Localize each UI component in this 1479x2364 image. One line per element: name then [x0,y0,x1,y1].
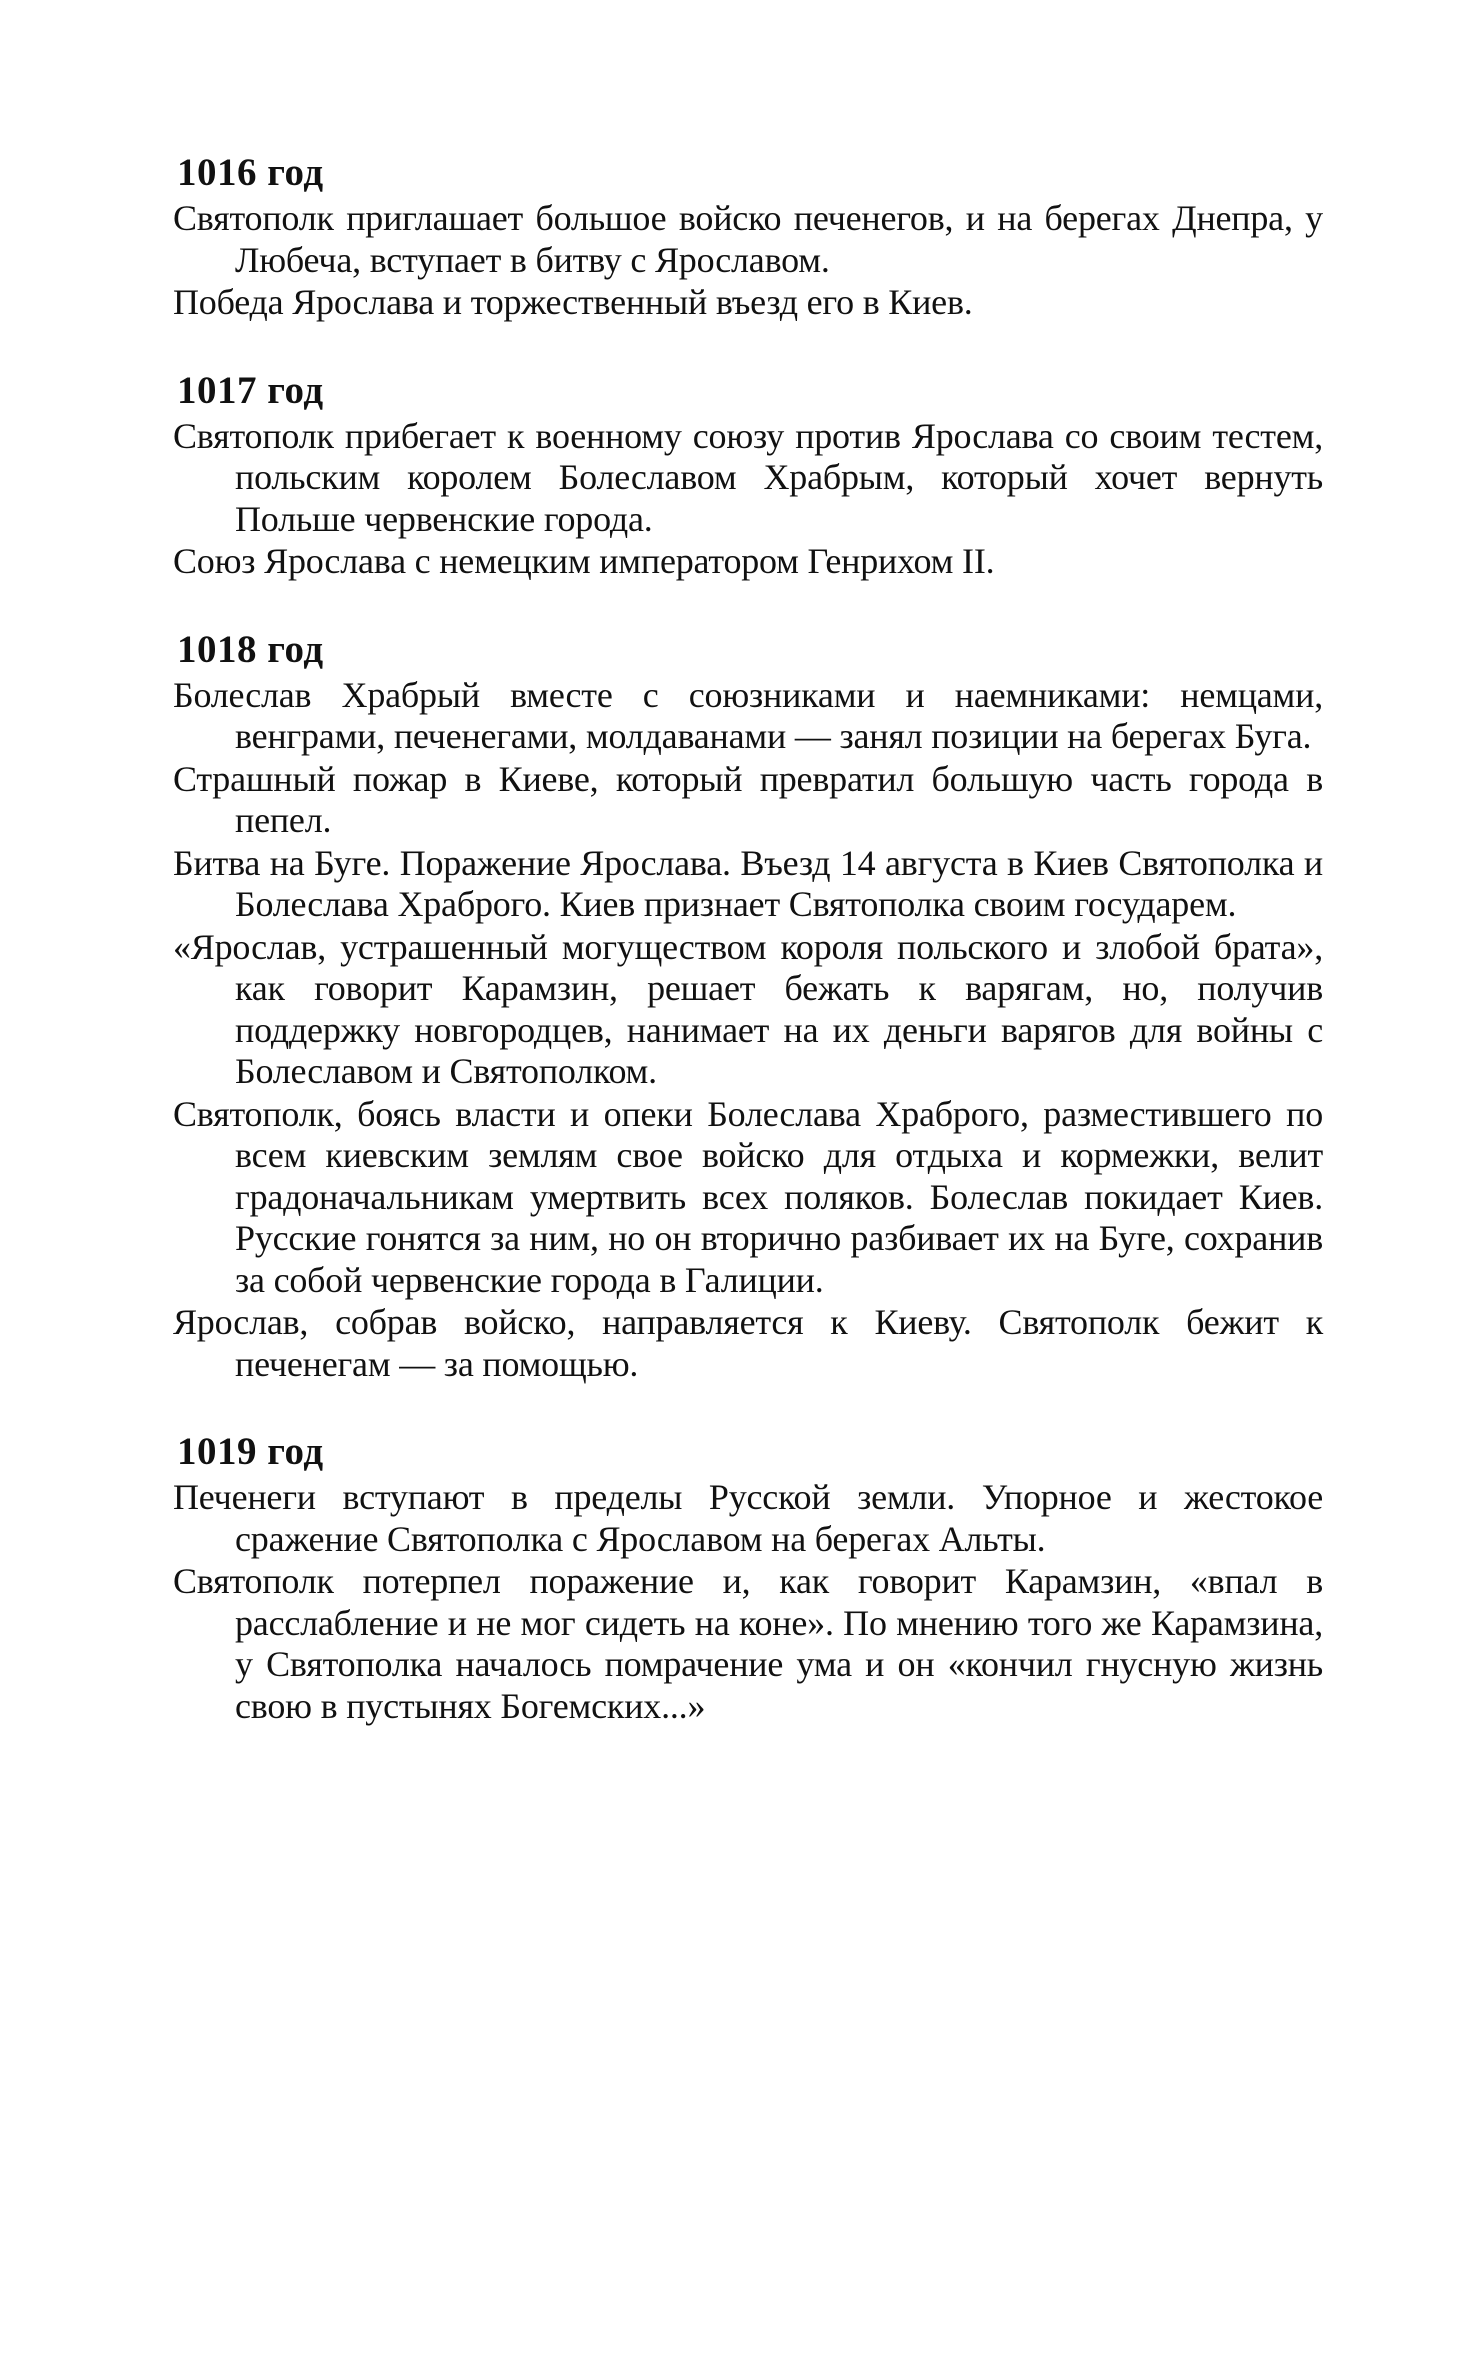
entry-paragraph: Победа Ярослава и торжественный въезд его в Киев. [173,282,973,322]
entry-paragraph: Печенеги вступают в пределы Русской земли. Упорное и жестокое сражение Святополка с Ярославом на берегах Альты. [173,1477,1323,1559]
entry-paragraph: Святополк приглашает большое войско печенегов, и на берегах Днепра, у Любеча, вступает в битву с Ярославом. [173,198,1323,280]
year-heading: 1018 год [177,627,324,671]
year-heading: 1017 год [177,368,324,412]
entry-paragraph: Святополк, боясь власти и опеки Болеслава Храброго, разместившего по всем киевским землям свое войско для отдыха и кормежки, велит градоначальникам умертвить всех поляков. Болеслав покидает Киев. Русские гонятся за ним, но он вторично разбивает их на Буге, сохранив за собой червенские города в Галиции. [173,1093,1323,1300]
entry-paragraph: Страшный пожар в Киеве, который превратил большую часть города в пепел. [173,758,1323,840]
year-heading: 1019 год [177,1430,324,1473]
entry-paragraph: Битва на Буге. Поражение Ярослава. Въезд 14 августа в Киев Святополка и Болеслава Храброго. Киев признает Святополка своим государем. [173,842,1323,924]
year-section-1017 [173,368,1323,583]
entry-paragraph: Болеслав Храбрый вместе с союзниками и наемниками: немцами, венграми, печенегами, молдаванами — занял позиции на берегах Буга. [173,674,1323,756]
entry-paragraph: Святополк прибегает к военному союзу против Ярослава со своим тестем, польским королем Болеславом Храбрым, который хочет вернуть Польше червенские города. [173,415,1323,539]
entry-paragraph: Союз Ярослава с немецким императором Генрихом II. [173,541,995,581]
year-section-1018 [173,627,1323,1386]
document-page [173,150,1323,1771]
entry-paragraph: «Ярослав, устрашенный могуществом короля польского и злобой брата», как говорит Карамзин, решает бежать к варягам, но, получив поддержку новгородцев, нанимает на их деньги варягов для войны с Болеславом и Святополком. [173,926,1323,1091]
year-heading: 1016 год [177,151,324,194]
entry-paragraph: Святополк потерпел поражение и, как говорит Карамзин, «впал в расслабление и не мог сидеть на коне». По мнению того же Карамзина, у Святополка началось помрачение ума и он «кончил гнусную жизнь свою в пустынях Богемских...» [173,1561,1323,1726]
entry-paragraph: Ярослав, собрав войско, направляется к Киеву. Святополк бежит к печенегам — за помощью. [173,1302,1323,1384]
year-section-1016 [173,150,1323,324]
year-section-1019 [173,1429,1323,1727]
